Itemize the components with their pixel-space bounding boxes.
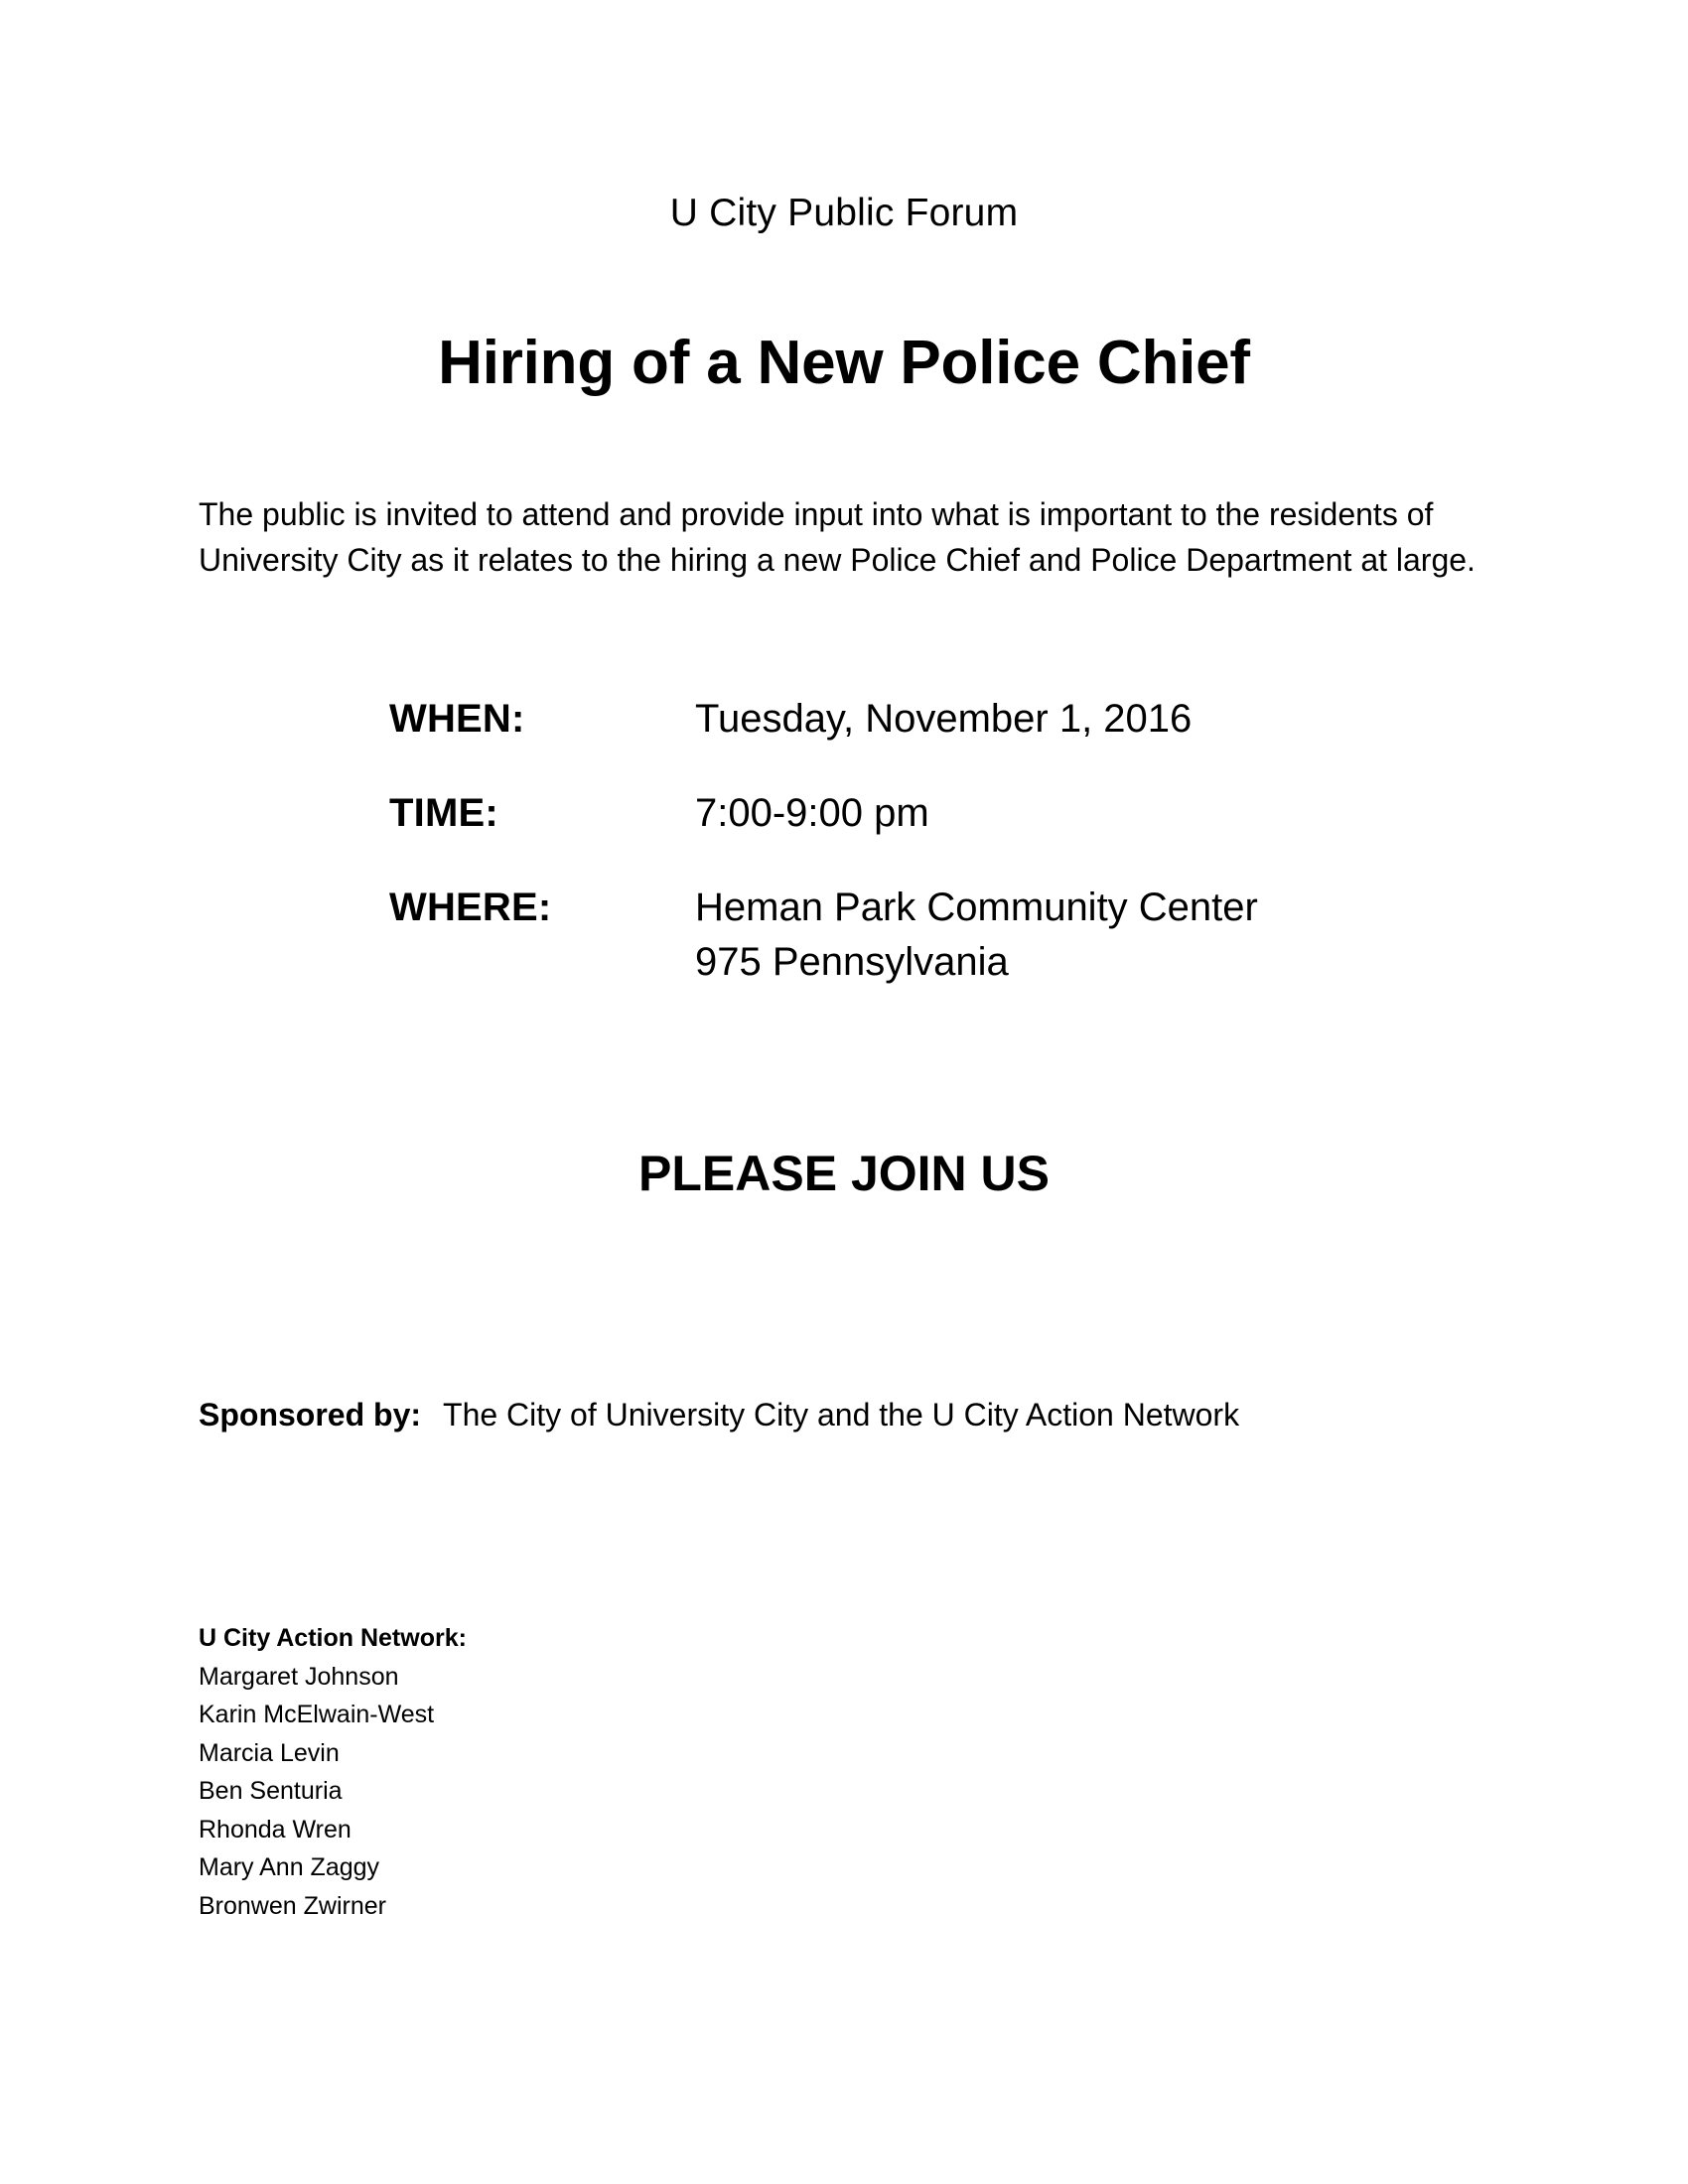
- list-item: Ben Senturia: [199, 1777, 343, 1805]
- venue-address: 975 Pennsylvania: [695, 940, 1009, 984]
- list-item: Mary Ann Zaggy: [199, 1853, 380, 1881]
- list-item: Marcia Levin: [199, 1738, 340, 1767]
- list-item: Bronwen Zwirner: [199, 1891, 386, 1920]
- intro-line-2: University City as it relates to the hiring a new Police Chief and Police Department at large.: [199, 542, 1476, 578]
- list-item: Karin McElwain-West: [199, 1701, 435, 1728]
- detail-label-time: TIME:: [389, 791, 498, 835]
- event-details: [389, 697, 1481, 984]
- detail-value-time: 7:00-9:00 pm: [695, 791, 929, 835]
- detail-row: [389, 698, 1481, 792]
- venue-name: Heman Park Community Center: [695, 886, 1258, 929]
- list-item: Rhonda Wren: [199, 1815, 352, 1843]
- detail-value-when: Tuesday, November 1, 2016: [695, 697, 1193, 741]
- detail-row: [389, 792, 1481, 887]
- document-kicker: U City Public Forum: [669, 192, 1019, 234]
- detail-row: [389, 886, 1481, 984]
- sponsor-line: [199, 1396, 1239, 1433]
- call-to-action: PLEASE JOIN US: [638, 1146, 1050, 1201]
- intro-paragraph: [199, 491, 1476, 583]
- detail-value-where: [695, 887, 1258, 983]
- sponsor-label: Sponsored by:: [199, 1397, 422, 1433]
- committee-list: [199, 1619, 467, 1925]
- list-item: Margaret Johnson: [199, 1662, 399, 1691]
- sponsor-value: The City of University City and the U City Action Network: [443, 1397, 1240, 1433]
- intro-line-1: The public is invited to attend and provide input into what is important to the residents of: [199, 496, 1434, 532]
- committee-title: U City Action Network:: [199, 1624, 467, 1652]
- detail-label-when: WHEN:: [389, 697, 525, 741]
- detail-label-where: WHERE:: [389, 886, 552, 929]
- page-title: Hiring of a New Police Chief: [438, 328, 1250, 397]
